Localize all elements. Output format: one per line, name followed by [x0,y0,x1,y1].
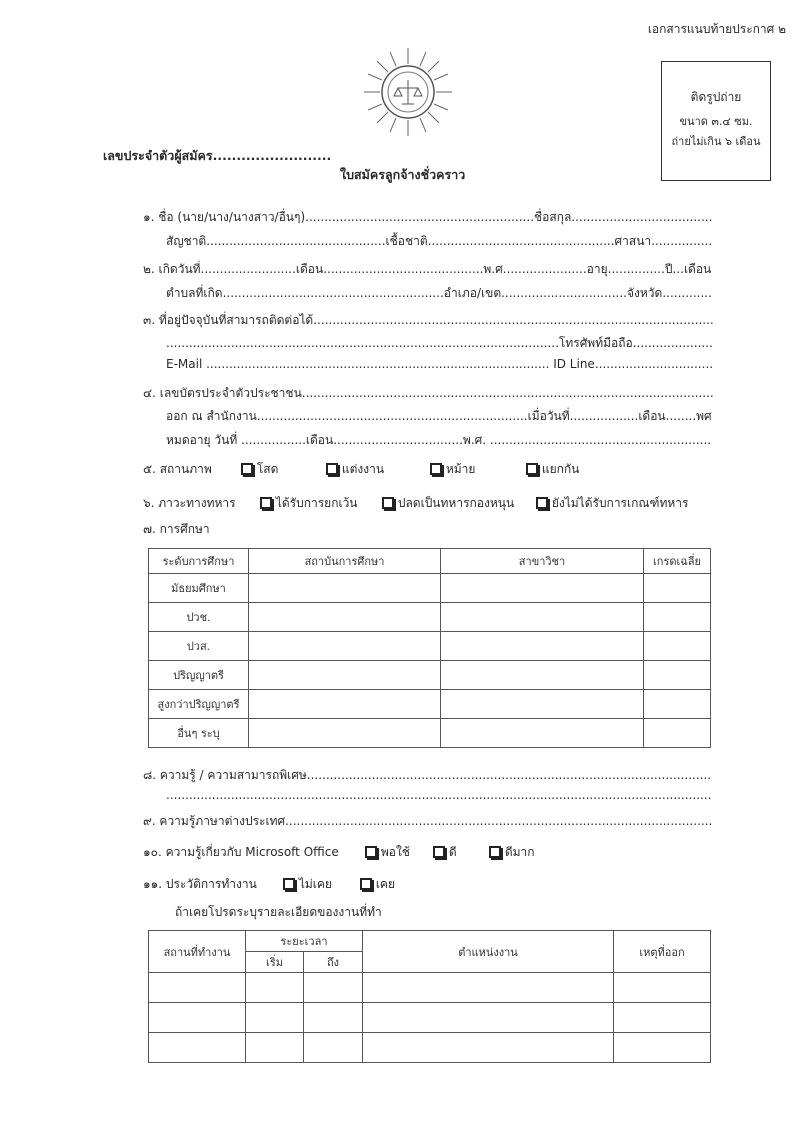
checkbox-icon[interactable] [260,497,272,509]
education-input-cell[interactable] [249,719,441,748]
expiry-field-line[interactable]: หมดอายุ วันที่ .................เดือน..................................พ.ศ. .......................................................... [166,433,712,447]
education-input-cell[interactable] [644,603,711,632]
marital-option-separated[interactable]: แยกกัน [526,460,579,479]
marital-status-row [143,460,703,479]
applicant-number-field[interactable]: เลขประจำตัวผู้สมัคร......................... [103,148,332,163]
photo-box-title: ติดรูปถ่าย [690,90,742,104]
work-history-note: ถ้าเคยโปรดระบุรายละเอียดของงานที่ทำ [175,905,382,919]
checkbox-icon[interactable] [326,463,338,475]
office-option-good[interactable]: ดี [433,843,457,862]
education-header-level: ระดับการศึกษา [149,549,249,574]
work-header-position: ตำแหน่งงาน [363,931,614,973]
education-input-cell[interactable] [644,632,711,661]
marital-option-widowed[interactable]: หม้าย [430,460,475,479]
military-option-not-drafted[interactable]: ยังไม่ได้รับการเกณฑ์ทหาร [536,494,688,513]
work-input-cell[interactable] [246,1003,304,1033]
education-input-cell[interactable] [441,719,644,748]
special-skills-field-line[interactable]: ๘. ความรู้ / ความสามารถพิเศษ.......................................................................................................... [143,768,712,782]
foreign-language-field-line[interactable]: ๙. ความรู้ภาษาต่างประเทศ................................................................................................................ [143,814,713,828]
work-input-cell[interactable] [363,973,614,1003]
education-input-cell[interactable] [441,661,644,690]
work-header-end: ถึง [304,952,363,973]
work-history-table [148,930,711,1063]
education-level-cell: อื่นๆ ระบุ [149,719,249,748]
checkbox-icon[interactable] [526,463,538,475]
marital-status-label: ๕. สถานภาพ [143,462,212,476]
office-skill-label: ๑๐. ความรู้เกี่ยวกับ Microsoft Office [143,845,339,859]
education-header-gpa: เกรดเฉลี่ย [644,549,711,574]
work-input-cell[interactable] [246,1033,304,1063]
office-option-very-good[interactable]: ดีมาก [489,843,535,862]
work-history-label: ๑๑. ประวัติการทำงาน [143,877,257,891]
checkbox-icon[interactable] [489,846,501,858]
military-status-label: ๖. ภาวะทางทหาร [143,496,236,510]
organization-seal-icon [360,44,456,140]
form-title: ใบสมัครลูกจ้างชั่วคราว [340,167,466,182]
work-input-cell[interactable] [614,1033,711,1063]
education-level-cell: ปริญญาตรี [149,661,249,690]
special-skills-field-line-2[interactable]: ............................................................................................................................................... [166,788,712,802]
education-label: ๗. การศึกษา [143,522,210,536]
work-input-cell[interactable] [363,1003,614,1033]
checkbox-icon[interactable] [365,846,377,858]
education-input-cell[interactable] [644,661,711,690]
checkbox-icon[interactable] [360,878,372,890]
work-input-cell[interactable] [304,1003,363,1033]
id-card-field-line[interactable]: ๔. เลขบัตรประจำตัวประชาชน............................................................................................................ [143,386,714,400]
military-option-reserve[interactable]: ปลดเป็นทหารกองหนุน [382,494,514,513]
work-header-period: ระยะเวลา [246,931,363,952]
checkbox-icon[interactable] [283,878,295,890]
work-input-cell[interactable] [304,973,363,1003]
marital-option-married[interactable]: แต่งงาน [326,460,384,479]
work-input-cell[interactable] [246,973,304,1003]
education-level-cell: สูงกว่าปริญญาตรี [149,690,249,719]
military-status-row [143,494,703,513]
work-input-cell[interactable] [363,1033,614,1063]
work-input-cell[interactable] [304,1033,363,1063]
checkbox-icon[interactable] [536,497,548,509]
birthplace-field-line[interactable]: ตำบลที่เกิด..........................................................อำเภอ/เขต.................................จังหวัด............. [166,286,712,300]
education-level-cell: มัธยมศึกษา [149,574,249,603]
work-input-cell[interactable] [614,1003,711,1033]
email-line-field-line[interactable]: E-Mail .......................................................................................... ID Line............................... [166,357,714,371]
education-input-cell[interactable] [441,632,644,661]
photo-box-size: ขนาด ๓.๔ ซม. [679,115,753,128]
work-input-cell[interactable] [149,1033,246,1063]
office-option-fair[interactable]: พอใช้ [365,843,410,862]
photo-box [661,61,771,181]
education-level-cell: ปวช. [149,603,249,632]
work-input-cell[interactable] [149,973,246,1003]
education-level-cell: ปวส. [149,632,249,661]
photo-box-age: ถ่ายไม่เกิน ๖ เดือน [671,135,761,148]
mobile-field-line[interactable]: .......................................................................................................โทรศัพท์มือถือ..................... [166,336,713,350]
education-input-cell[interactable] [441,603,644,632]
education-input-cell[interactable] [644,719,711,748]
education-input-cell[interactable] [644,574,711,603]
work-header-start: เริ่ม [246,952,304,973]
work-input-cell[interactable] [149,1003,246,1033]
work-option-never[interactable]: ไม่เคย [283,875,332,894]
education-header-institution: สถาบันการศึกษา [249,549,441,574]
address-field-line[interactable]: ๓. ที่อยู่ปัจจุบันที่สามารถติดต่อได้......................................................................................................... [143,313,714,327]
work-header-place: สถานที่ทำงาน [149,931,246,973]
birthdate-field-line[interactable]: ๒. เกิดวันที่.........................เดือน..........................................พ.ศ......................อายุ...............ปี...เดือน [143,262,712,276]
education-input-cell[interactable] [441,690,644,719]
work-option-yes[interactable]: เคย [360,875,395,894]
education-input-cell[interactable] [249,603,441,632]
education-input-cell[interactable] [249,574,441,603]
checkbox-icon[interactable] [382,497,394,509]
education-table [148,548,711,748]
military-option-exempt[interactable]: ได้รับการยกเว้น [260,494,358,513]
education-input-cell[interactable] [644,690,711,719]
education-input-cell[interactable] [249,661,441,690]
checkbox-icon[interactable] [241,463,253,475]
annex-label: เอกสารแนบท้ายประกาศ ๒ [647,22,786,36]
nationality-field-line[interactable]: สัญชาติ...............................................เชื้อชาติ.................................................ศาสนา................ [166,234,713,248]
work-header-reason: เหตุที่ออก [614,931,711,973]
work-history-row [143,875,703,894]
work-input-cell[interactable] [614,973,711,1003]
education-input-cell[interactable] [249,690,441,719]
office-skill-row [143,843,703,862]
education-header-major: สาขาวิชา [441,549,644,574]
checkbox-icon[interactable] [433,846,445,858]
education-input-cell[interactable] [441,574,644,603]
marital-option-single[interactable]: โสด [241,460,278,479]
issued-at-field-line[interactable]: ออก ณ สำนักงาน.......................................................................เมื่อวันที่..................เดือน........พศ [166,409,712,423]
checkbox-icon[interactable] [430,463,442,475]
education-input-cell[interactable] [249,632,441,661]
name-field-line[interactable]: ๑. ชื่อ (นาย/นาง/นางสาว/อื่นๆ)............................................................ชื่อสกุล..................................... [143,210,713,224]
